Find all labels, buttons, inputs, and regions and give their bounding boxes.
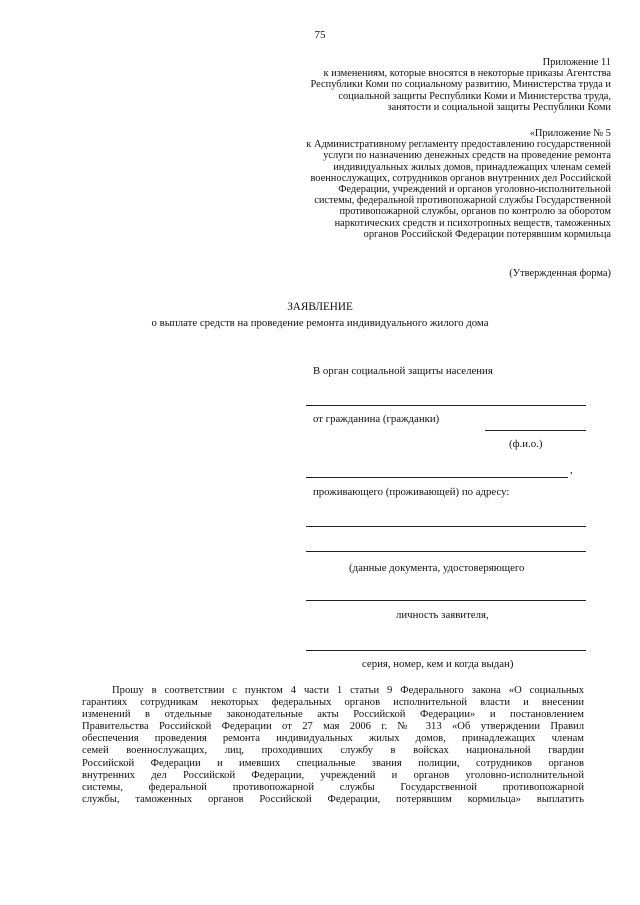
- appendix-5-line: Федерации, учреждений и органов уголовно-исполнительной: [338, 184, 611, 196]
- paragraph-line: Российской Федерации и имевших специальные звания полиции, сотрудников органов: [82, 757, 584, 769]
- organ-input-line[interactable]: [306, 405, 586, 406]
- residing-label: проживающего (проживающей) по адресу:: [313, 486, 510, 498]
- name-input-line-2[interactable]: [306, 477, 568, 478]
- appendix-11-header: [311, 57, 611, 113]
- appendix-11-line: к изменениям, которые вносятся в некоторые приказы Агентства: [323, 68, 611, 80]
- paragraph-line: обеспечения проведения ремонта индивидуальных жилых домов, принадлежащих членам: [82, 733, 584, 745]
- paragraph-line: Правительства Российской Федерации от 27 мая 2006 г. № 313 «Об утверждении Правил: [82, 721, 584, 733]
- to-organ-label: В орган социальной защиты населения: [313, 365, 493, 377]
- paragraph-line: Прошу в соответствии с пунктом 4 части 1 статьи 9 Федерального закона «О социальных: [112, 685, 584, 696]
- address-input-line-1[interactable]: [306, 526, 586, 527]
- appendix-5-line: услуги по назначению денежных средств на проведение ремонта: [323, 150, 611, 162]
- paragraph-line: системы, федеральной противопожарной службы Государственной противопожарной: [82, 781, 584, 793]
- document-title: ЗАЯВЛЕНИЕ: [287, 301, 353, 313]
- appendix-11-line: Приложение 11: [542, 57, 611, 68]
- paragraph-line: гарантиях сотрудникам некоторых федеральных органов исполнительной власти и внесении: [82, 697, 584, 709]
- appendix-11-line: социальной защиты Республики Коми и Министерства труда,: [338, 90, 611, 102]
- page-number: 75: [314, 29, 326, 41]
- appendix-5-line: противопожарной службы, органов по контролю за оборотом: [339, 206, 611, 218]
- address-input-line-2[interactable]: [306, 551, 586, 552]
- appendix-5-line: военнослужащих, сотрудников органов внутренних дел Российской: [310, 172, 611, 184]
- name-comma: ,: [570, 464, 573, 476]
- appendix-5-header: [306, 128, 611, 240]
- paragraph-line: семей военнослужащих, лиц, проходивших службу в войсках национальной гвардии: [82, 745, 584, 757]
- paragraph-line: изменений в отдельные законодательные акты Российской Федерации» и постановлением: [82, 709, 584, 721]
- appendix-5-line: органов Российской Федерации потерявшим кормильца: [363, 228, 611, 240]
- document-input-line-1[interactable]: [306, 600, 586, 601]
- appendix-5-line: «Приложение № 5: [529, 128, 611, 139]
- approved-form-note: (Утвержденная форма): [509, 268, 611, 279]
- request-paragraph: [82, 685, 584, 806]
- name-input-line-1[interactable]: [485, 430, 586, 431]
- paragraph-line: службы, таможенных органов Российской Федерации, потерявшим кормильца» выплатить: [82, 793, 584, 805]
- fio-hint: (ф.и.о.): [509, 438, 543, 450]
- appendix-5-line: к Административному регламенту предоставлению государственной: [306, 139, 611, 151]
- appendix-11-line: Республики Коми по социальному развитию, Министерства труда и: [310, 79, 611, 91]
- from-citizen-label: от гражданина (гражданки): [313, 413, 440, 425]
- appendix-5-line: системы, федеральной противопожарной службы Государственной: [314, 195, 611, 207]
- paragraph-line: внутренних дел Российской Федерации, учреждений и органов уголовно-исполнительной: [82, 769, 584, 781]
- appendix-5-line: индивидуальных жилых домов, принадлежащих членам семей: [333, 161, 611, 173]
- document-hint-3: серия, номер, кем и когда выдан): [362, 658, 514, 670]
- document-subtitle: о выплате средств на проведение ремонта индивидуального жилого дома: [151, 317, 489, 329]
- appendix-5-line: наркотических средств и психотропных веществ, таможенных: [334, 217, 611, 229]
- document-input-line-2[interactable]: [306, 650, 586, 651]
- document-hint-2: личность заявителя,: [396, 609, 489, 621]
- document-hint-1: (данные документа, удостоверяющего: [349, 562, 525, 574]
- appendix-11-line: занятости и социальной защиты Республики Коми: [387, 101, 611, 113]
